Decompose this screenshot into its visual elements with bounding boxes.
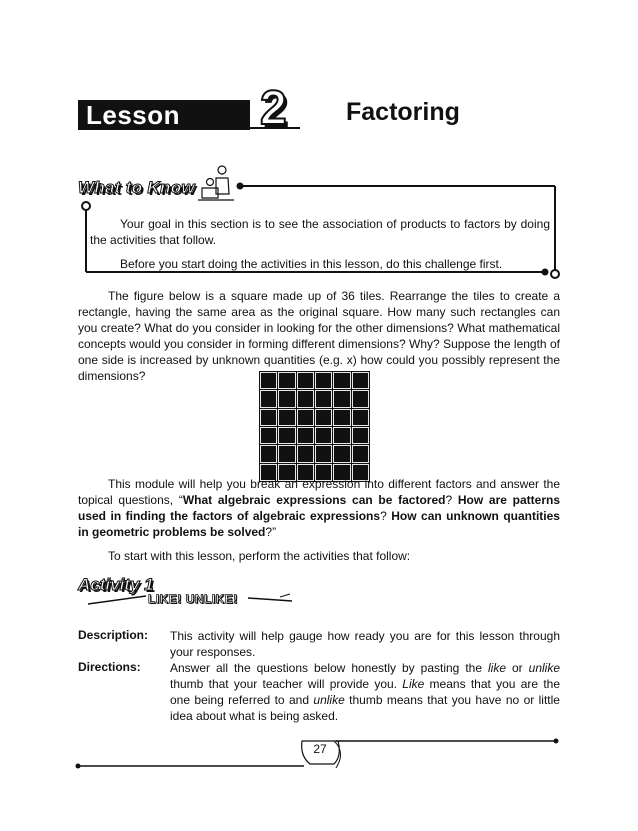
tile xyxy=(278,372,295,389)
directions-mid: thumb that your teacher will provide you. xyxy=(170,677,403,691)
tile xyxy=(333,409,350,426)
description-label: Description: xyxy=(78,628,149,642)
intro-lead: This module will help you break an expression into different factors and answer the topical questions, “ xyxy=(78,477,560,507)
directions-label: Directions: xyxy=(78,660,141,674)
unlike-word-2: unlike xyxy=(313,693,345,707)
tile xyxy=(260,372,277,389)
question-1: What algebraic expressions can be factored xyxy=(182,493,446,507)
tile xyxy=(297,390,314,407)
tile xyxy=(352,372,369,389)
tile xyxy=(297,372,314,389)
tile xyxy=(278,427,295,444)
intro-sep-2: ? xyxy=(380,509,392,523)
tile xyxy=(315,409,332,426)
start-text: To start with this lesson, perform the activities that follow: xyxy=(108,549,411,563)
activity-subtitle: LIKE! UNLIKE! xyxy=(148,592,238,606)
tile-square-figure xyxy=(259,371,370,482)
directions-end: thumb means that you have no or little idea about what is being asked. xyxy=(170,693,560,723)
tile xyxy=(333,390,350,407)
lesson-title: Factoring xyxy=(346,98,460,126)
what-to-know-paragraph-1: Your goal in this section is to see the association of products to factors by doing the activities that follow. xyxy=(90,217,550,247)
tile xyxy=(352,409,369,426)
tile xyxy=(278,390,295,407)
page-number: 27 xyxy=(313,742,327,756)
tile xyxy=(315,372,332,389)
challenge-paragraph: The figure below is a square made up of 36 tiles. Rearrange the tiles to create a rectangle, having the same area as the original square. How many such rectangles can you create? What do you consider in looking for the other dimensions? What mathematical concepts would you consider in forming different dimensions? Why? Suppose the length of one side is increased by unknown quantities (e.g. x) how could you possibly represent the dimensions? xyxy=(78,289,560,383)
tile xyxy=(333,372,350,389)
tile xyxy=(297,427,314,444)
intro-tail: ?” xyxy=(265,525,277,539)
lesson-number: 2 xyxy=(260,82,287,135)
what-to-know-paragraph-2: Before you start doing the activities in this lesson, do this challenge first. xyxy=(120,257,503,271)
tile xyxy=(278,409,295,426)
description-text: This activity will help gauge how ready you are for this lesson through your responses. xyxy=(170,629,560,659)
student-illustration-icon xyxy=(196,164,236,204)
activity-title: Activity 1 xyxy=(78,575,154,594)
tile xyxy=(333,427,350,444)
like-cap-word: Like xyxy=(402,677,425,691)
tile xyxy=(315,445,332,462)
intro-sep-1: ? xyxy=(445,493,458,507)
tile xyxy=(333,445,350,462)
tile xyxy=(315,390,332,407)
unlike-word: unlike xyxy=(528,661,560,675)
lesson-label: Lesson xyxy=(78,100,250,130)
tile xyxy=(297,409,314,426)
module-intro-paragraph xyxy=(78,476,560,540)
directions-mid-2: means that you are the one being referred to and xyxy=(170,677,561,707)
tile xyxy=(315,427,332,444)
tile xyxy=(260,427,277,444)
tile xyxy=(260,445,277,462)
what-to-know-title: What to Know xyxy=(78,178,195,197)
directions-pre: Answer all the questions below honestly by pasting the xyxy=(170,661,488,675)
or-word: or xyxy=(506,661,529,675)
tile xyxy=(260,409,277,426)
directions-text xyxy=(170,660,560,724)
tile xyxy=(352,427,369,444)
question-3: How can unknown quantities in geometric problems be solved xyxy=(78,509,560,539)
like-word: like xyxy=(487,661,506,675)
question-2: How are patterns used in finding the factors of algebraic expressions xyxy=(78,493,560,523)
tile xyxy=(278,445,295,462)
tile xyxy=(260,390,277,407)
tile xyxy=(352,445,369,462)
tile xyxy=(297,445,314,462)
tile xyxy=(352,390,369,407)
